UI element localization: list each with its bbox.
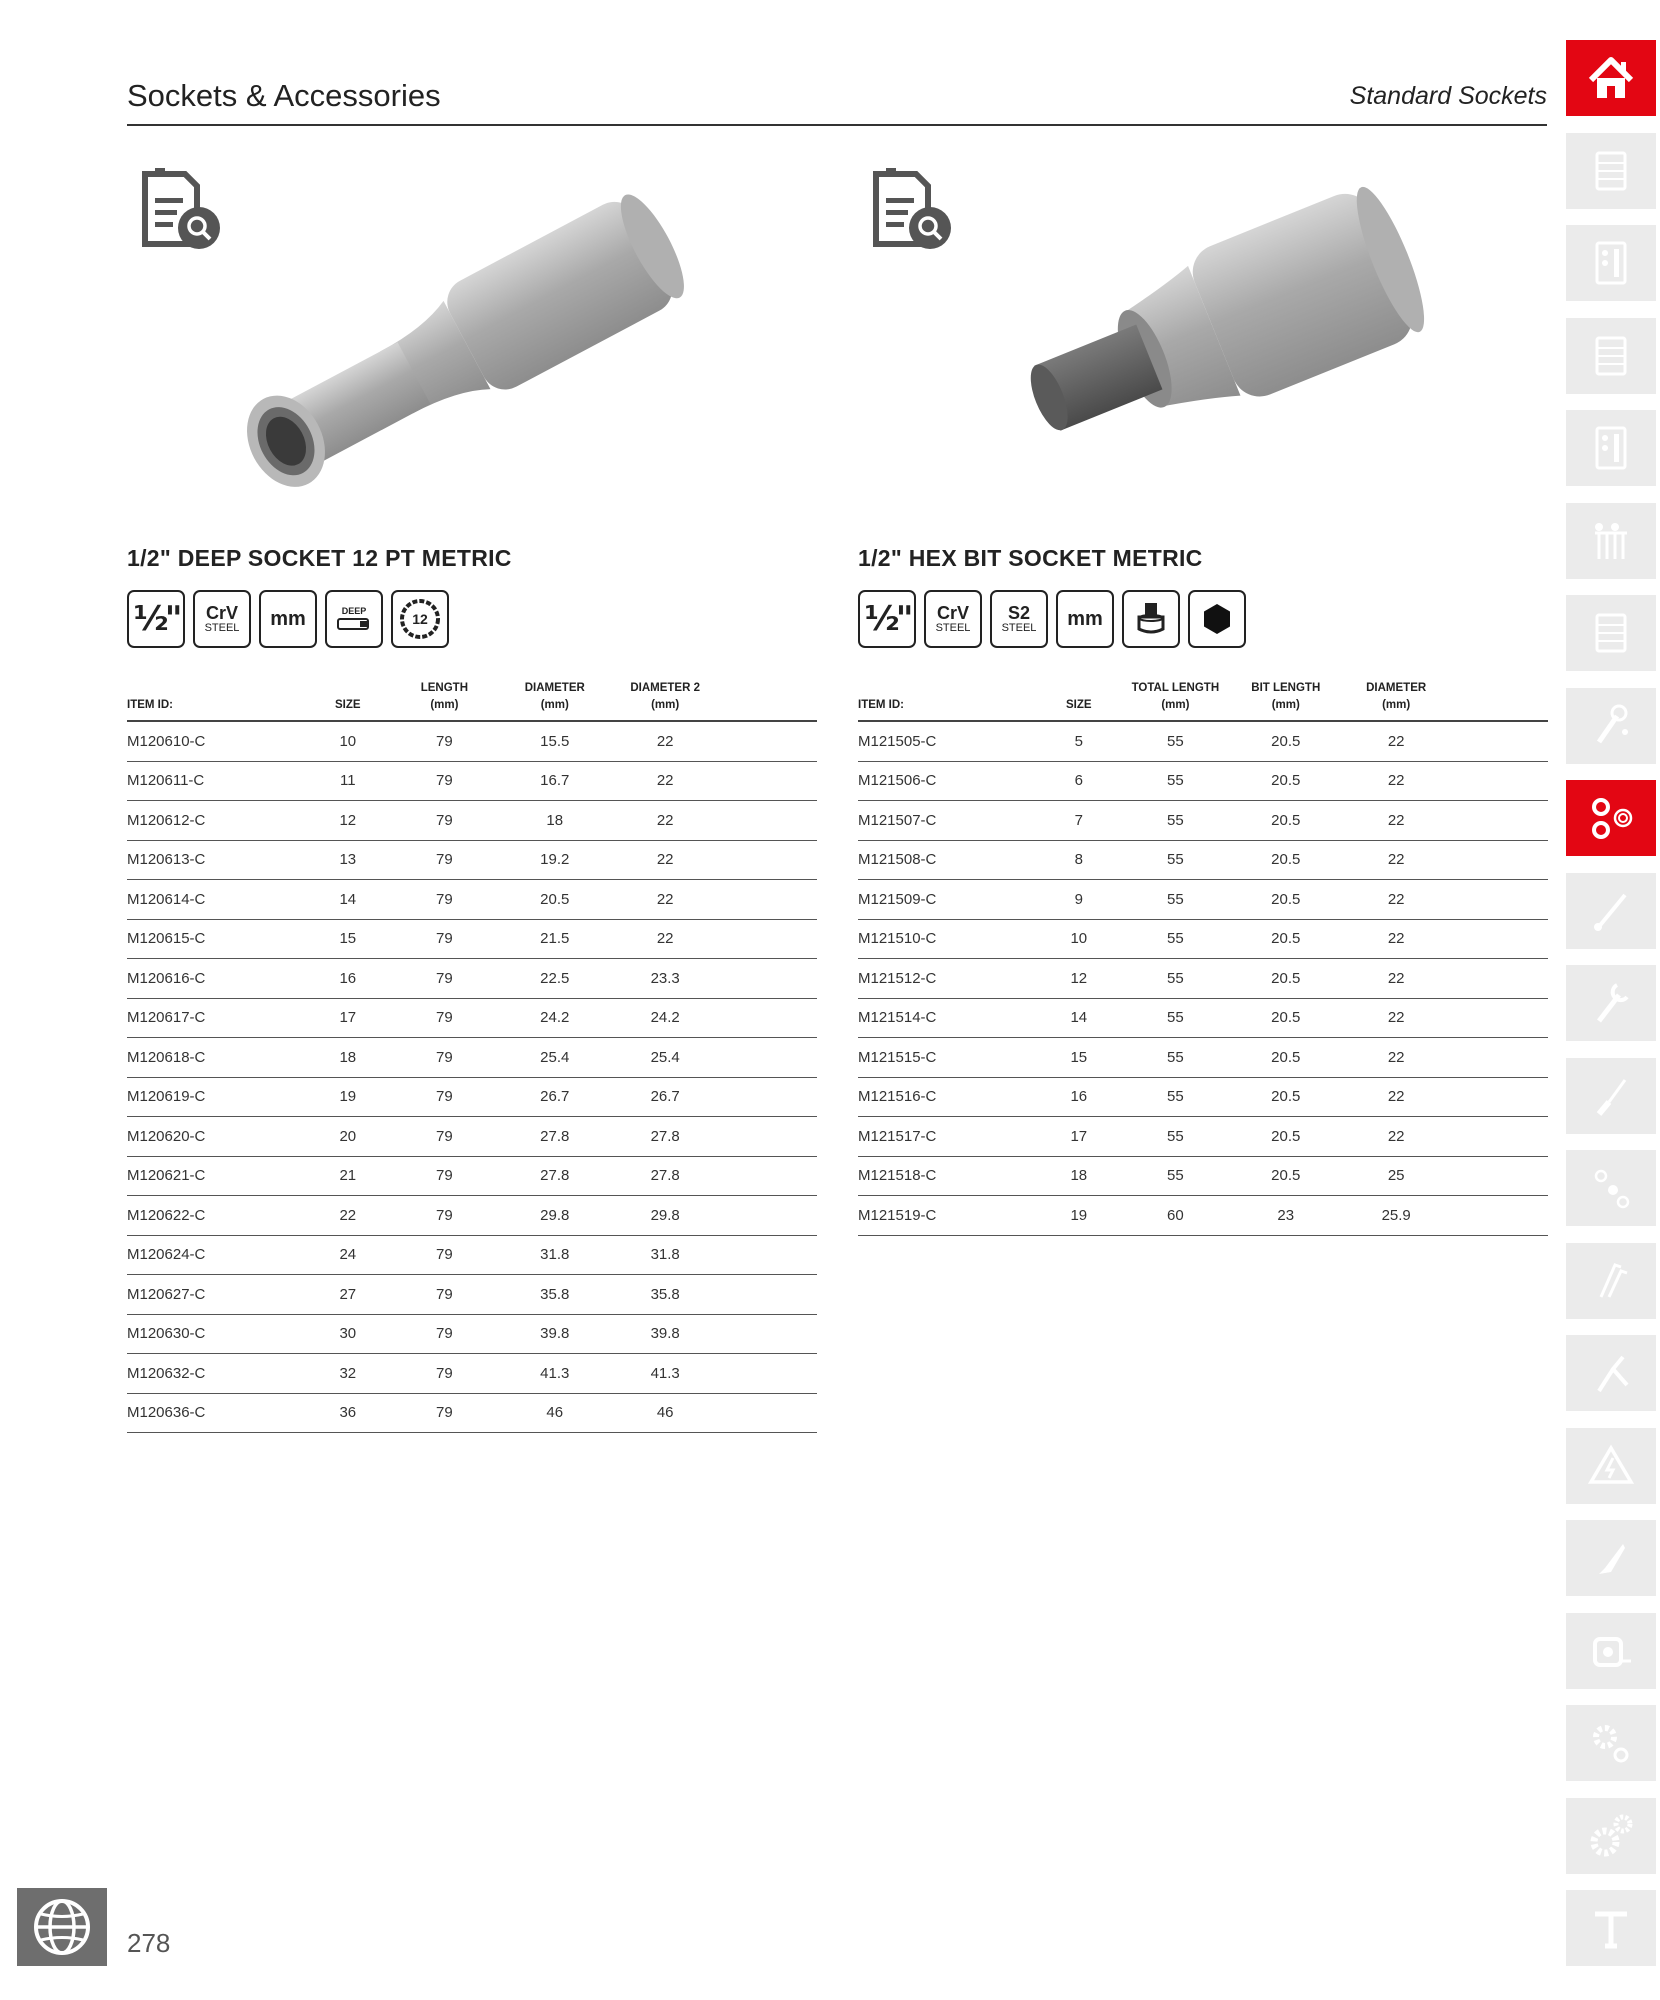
table-cell: 22: [610, 721, 720, 761]
table-cell: 79: [389, 721, 499, 761]
table-row: [127, 1077, 817, 1117]
knife-icon: [1583, 1530, 1639, 1586]
sidebar-item-gears[interactable]: [1566, 1798, 1656, 1874]
table-cell: 20.5: [500, 880, 610, 920]
table-row: [858, 1038, 1548, 1078]
section-subtitle: Standard Sockets: [1349, 82, 1547, 110]
table-cell: 79: [389, 1354, 499, 1394]
table-cell: 55: [1120, 761, 1230, 801]
table-row: [858, 998, 1548, 1038]
table-cell: 17: [1037, 1117, 1120, 1157]
item-id-cell: M120611-C: [127, 761, 306, 801]
sidebar-item-knife[interactable]: [1566, 1520, 1656, 1596]
tool-cabinet-icon: [1583, 605, 1639, 661]
table-cell: 79: [389, 761, 499, 801]
table-cell: 14: [306, 880, 389, 920]
item-id-cell: M120632-C: [127, 1354, 306, 1394]
table-cell: 31.8: [610, 1235, 720, 1275]
item-id-cell: M121507-C: [858, 801, 1037, 841]
tool-cabinet-icon: [1583, 143, 1639, 199]
table-cell: 13: [306, 840, 389, 880]
sidebar-item-tool-tray[interactable]: [1566, 225, 1656, 301]
table-cell: 79: [389, 959, 499, 999]
table-cell: 22: [610, 801, 720, 841]
table-cell: 24.2: [610, 998, 720, 1038]
table-cell: 22: [610, 761, 720, 801]
table-cell: 24: [306, 1235, 389, 1275]
item-id-cell: M121510-C: [858, 919, 1037, 959]
drive-size-badge: ½": [127, 590, 185, 648]
table-row: [127, 1156, 817, 1196]
hexagon-badge: [1188, 590, 1246, 648]
sidebar-item-bits[interactable]: [1566, 1150, 1656, 1226]
table-cell: 41.3: [610, 1354, 720, 1394]
table-cell: 22.5: [500, 959, 610, 999]
sidebar-item-tool-cabinet[interactable]: [1566, 318, 1656, 394]
table-cell: 22: [610, 840, 720, 880]
section-title: Sockets & Accessories: [127, 78, 441, 113]
column-header: SIZE: [1037, 680, 1120, 721]
table-row: [127, 801, 817, 841]
table-cell: 79: [389, 1196, 499, 1236]
wrench-icon: [1583, 975, 1639, 1031]
table-cell: 22: [1341, 959, 1451, 999]
item-id-cell: M121517-C: [858, 1117, 1037, 1157]
table-cell: 5: [1037, 721, 1120, 761]
table-cell: 55: [1120, 1038, 1230, 1078]
screwdriver-icon: [1583, 1068, 1639, 1124]
bits-icon: [1583, 1160, 1639, 1216]
tool-cabinet-icon: [1583, 328, 1639, 384]
sidebar-item-sockets[interactable]: [1566, 780, 1656, 856]
item-id-cell: M120610-C: [127, 721, 306, 761]
table-cell: 16.7: [500, 761, 610, 801]
table-cell: 18: [306, 1038, 389, 1078]
table-cell: 12: [306, 801, 389, 841]
item-id-cell: M120615-C: [127, 919, 306, 959]
electrical-warning-icon: [1583, 1438, 1639, 1494]
sidebar-item-puller[interactable]: [1566, 1890, 1656, 1966]
table-cell: 20.5: [1231, 959, 1341, 999]
table-cell: 25.9: [1341, 1196, 1451, 1236]
table-row: [858, 1077, 1548, 1117]
table-cell: 19: [306, 1077, 389, 1117]
table-cell: 39.8: [500, 1314, 610, 1354]
column-header: LENGTH (mm): [389, 680, 499, 721]
table-cell: 36: [306, 1393, 389, 1433]
item-id-cell: M120630-C: [127, 1314, 306, 1354]
sidebar-item-gear-chain[interactable]: [1566, 1705, 1656, 1781]
table-cell: 20.5: [1231, 721, 1341, 761]
table-cell: 55: [1120, 1077, 1230, 1117]
item-id-cell: M121518-C: [858, 1156, 1037, 1196]
table-cell: 29.8: [500, 1196, 610, 1236]
table-cell: 20: [306, 1117, 389, 1157]
gears-icon: [1583, 1808, 1639, 1864]
ratchet-icon: [1583, 698, 1639, 754]
sockets-icon: [1583, 790, 1639, 846]
table-cell: 35.8: [610, 1275, 720, 1315]
table-cell: 22: [1341, 998, 1451, 1038]
table-cell: 23.3: [610, 959, 720, 999]
table-row: [858, 761, 1548, 801]
table-row: [858, 919, 1548, 959]
spec-table: [858, 680, 1548, 1236]
category-sidebar: [1566, 40, 1656, 1983]
table-cell: 55: [1120, 1156, 1230, 1196]
svg-text:12: 12: [412, 611, 428, 627]
table-cell: 20.5: [1231, 1038, 1341, 1078]
deep-socket-icon: [336, 616, 372, 632]
table-cell: 20.5: [1231, 840, 1341, 880]
hex-bit-socket-image: [958, 160, 1478, 520]
table-cell: 79: [389, 801, 499, 841]
table-row: [858, 840, 1548, 880]
table-cell: 21.5: [500, 919, 610, 959]
table-cell: 30: [306, 1314, 389, 1354]
table-cell: 18: [1037, 1156, 1120, 1196]
item-id-cell: M121514-C: [858, 998, 1037, 1038]
table-cell: 79: [389, 1077, 499, 1117]
table-cell: 12: [1037, 959, 1120, 999]
item-id-cell: M120613-C: [127, 840, 306, 880]
table-cell: 60: [1120, 1196, 1230, 1236]
table-cell: 46: [500, 1393, 610, 1433]
table-row: [858, 1156, 1548, 1196]
sidebar-item-screwdriver-bit[interactable]: [1566, 873, 1656, 949]
table-cell: 16: [1037, 1077, 1120, 1117]
table-row: [127, 1393, 817, 1433]
sidebar-item-screwdriver[interactable]: [1566, 1058, 1656, 1134]
document-search-icon[interactable]: [866, 166, 956, 256]
item-id-cell: M121519-C: [858, 1196, 1037, 1236]
column-header: TOTAL LENGTH (mm): [1120, 680, 1230, 721]
item-id-cell: M120619-C: [127, 1077, 306, 1117]
deep-socket-image: [227, 160, 747, 520]
table-cell: 79: [389, 880, 499, 920]
screwdriver-bit-icon: [1583, 883, 1639, 939]
item-id-cell: M120612-C: [127, 801, 306, 841]
table-cell: 22: [306, 1196, 389, 1236]
table-cell: 20.5: [1231, 1077, 1341, 1117]
table-cell: 18: [500, 801, 610, 841]
material-badge: S2 STEEL: [990, 590, 1048, 648]
table-cell: 55: [1120, 998, 1230, 1038]
sidebar-item-pliers[interactable]: [1566, 1335, 1656, 1411]
table-cell: 32: [306, 1354, 389, 1394]
table-cell: 27.8: [500, 1156, 610, 1196]
table-cell: 22: [610, 880, 720, 920]
table-cell: 27: [306, 1275, 389, 1315]
item-id-cell: M120636-C: [127, 1393, 306, 1433]
table-row: [127, 721, 817, 761]
table-cell: 7: [1037, 801, 1120, 841]
table-cell: 55: [1120, 1117, 1230, 1157]
table-cell: 79: [389, 1117, 499, 1157]
home-icon: [1583, 50, 1639, 106]
item-id-cell: M121512-C: [858, 959, 1037, 999]
bit-socket-badge: [1122, 590, 1180, 648]
table-cell: 6: [1037, 761, 1120, 801]
table-row: [127, 919, 817, 959]
table-cell: 15: [1037, 1038, 1120, 1078]
sidebar-item-ratchet[interactable]: [1566, 688, 1656, 764]
item-id-cell: M120616-C: [127, 959, 306, 999]
table-cell: 79: [389, 1038, 499, 1078]
table-cell: 79: [389, 919, 499, 959]
table-row: [127, 1354, 817, 1394]
table-cell: 10: [306, 721, 389, 761]
table-row: [858, 880, 1548, 920]
table-row: [127, 1314, 817, 1354]
table-cell: 31.8: [500, 1235, 610, 1275]
twelve-point-icon: [398, 597, 442, 641]
table-row: [127, 959, 817, 999]
bit-socket-icon: [1131, 599, 1171, 639]
item-id-cell: M120620-C: [127, 1117, 306, 1157]
item-id-cell: M121509-C: [858, 880, 1037, 920]
pliers-icon: [1583, 1345, 1639, 1401]
table-cell: 20.5: [1231, 998, 1341, 1038]
item-id-cell: M120624-C: [127, 1235, 306, 1275]
table-row: [858, 1196, 1548, 1236]
table-cell: 17: [306, 998, 389, 1038]
table-cell: 35.8: [500, 1275, 610, 1315]
product-title: 1/2" HEX BIT SOCKET METRIC: [858, 545, 1203, 571]
table-cell: 25.4: [610, 1038, 720, 1078]
column-header: ITEM ID:: [127, 680, 306, 721]
table-cell: 22: [1341, 880, 1451, 920]
hexagon-icon: [1199, 601, 1235, 637]
table-row: [127, 840, 817, 880]
table-cell: 9: [1037, 880, 1120, 920]
puller-icon: [1583, 1900, 1639, 1956]
table-cell: 15.5: [500, 721, 610, 761]
column-header: SIZE: [306, 680, 389, 721]
table-cell: 79: [389, 1393, 499, 1433]
table-cell: 22: [1341, 919, 1451, 959]
item-id-cell: M121505-C: [858, 721, 1037, 761]
column-header: DIAMETER 2 (mm): [610, 680, 720, 721]
table-cell: 79: [389, 1235, 499, 1275]
sidebar-item-wrench[interactable]: [1566, 965, 1656, 1041]
table-cell: 26.7: [500, 1077, 610, 1117]
table-cell: 46: [610, 1393, 720, 1433]
item-id-cell: M121506-C: [858, 761, 1037, 801]
drive-size-badge: ½": [858, 590, 916, 648]
table-cell: 27.8: [500, 1117, 610, 1157]
table-cell: 25.4: [500, 1038, 610, 1078]
table-cell: 22: [1341, 840, 1451, 880]
table-row: [127, 761, 817, 801]
table-row: [127, 880, 817, 920]
table-row: [858, 721, 1548, 761]
table-row: [127, 1235, 817, 1275]
table-cell: 79: [389, 998, 499, 1038]
item-id-cell: M120617-C: [127, 998, 306, 1038]
table-cell: 39.8: [610, 1314, 720, 1354]
table-cell: 20.5: [1231, 1117, 1341, 1157]
table-row: [127, 1196, 817, 1236]
table-cell: 79: [389, 1314, 499, 1354]
table-cell: 41.3: [500, 1354, 610, 1394]
hex-keys-icon: [1583, 1253, 1639, 1309]
table-cell: 10: [1037, 919, 1120, 959]
table-cell: 20.5: [1231, 761, 1341, 801]
table-cell: 19.2: [500, 840, 610, 880]
sidebar-item-tape-measure[interactable]: [1566, 1613, 1656, 1689]
table-cell: 20.5: [1231, 801, 1341, 841]
material-badge: CrV STEEL: [924, 590, 982, 648]
table-cell: 22: [610, 919, 720, 959]
sidebar-item-tool-cabinet[interactable]: [1566, 133, 1656, 209]
column-header: ITEM ID:: [858, 680, 1037, 721]
page-number: 278: [127, 1928, 171, 1958]
table-row: [127, 1275, 817, 1315]
sidebar-item-electrical-warning[interactable]: [1566, 1428, 1656, 1504]
product-title: 1/2" DEEP SOCKET 12 PT METRIC: [127, 545, 512, 571]
table-cell: 22: [1341, 1038, 1451, 1078]
table-cell: 11: [306, 761, 389, 801]
gear-chain-icon: [1583, 1715, 1639, 1771]
globe-icon: [30, 1895, 94, 1959]
table-cell: 55: [1120, 721, 1230, 761]
item-id-cell: M120621-C: [127, 1156, 306, 1196]
spec-badges: [127, 590, 449, 652]
table-cell: 22: [1341, 721, 1451, 761]
table-cell: 16: [306, 959, 389, 999]
table-cell: 27.8: [610, 1117, 720, 1157]
table-cell: 20.5: [1231, 880, 1341, 920]
table-cell: 26.7: [610, 1077, 720, 1117]
table-cell: 15: [306, 919, 389, 959]
material-badge: CrV STEEL: [193, 590, 251, 648]
table-cell: 79: [389, 1275, 499, 1315]
globe-button[interactable]: [17, 1888, 107, 1966]
table-row: [858, 959, 1548, 999]
table-cell: 79: [389, 840, 499, 880]
table-cell: 25: [1341, 1156, 1451, 1196]
table-cell: 55: [1120, 880, 1230, 920]
table-cell: 55: [1120, 959, 1230, 999]
twelve-point-badge: [391, 590, 449, 648]
table-cell: 22: [1341, 801, 1451, 841]
table-row: [127, 1038, 817, 1078]
table-cell: 55: [1120, 840, 1230, 880]
column-header: BIT LENGTH (mm): [1231, 680, 1341, 721]
item-id-cell: M120627-C: [127, 1275, 306, 1315]
metric-badge: mm: [259, 590, 317, 648]
tool-tray-icon: [1583, 235, 1639, 291]
item-id-cell: M121508-C: [858, 840, 1037, 880]
spec-badges: [858, 590, 1246, 652]
item-id-cell: M120614-C: [127, 880, 306, 920]
table-row: [858, 1117, 1548, 1157]
table-cell: 27.8: [610, 1156, 720, 1196]
table-cell: 55: [1120, 919, 1230, 959]
spec-table: [127, 680, 817, 1433]
item-id-cell: M121516-C: [858, 1077, 1037, 1117]
tool-tray-icon: [1583, 420, 1639, 476]
item-id-cell: M120622-C: [127, 1196, 306, 1236]
tool-set-icon: [1583, 513, 1639, 569]
table-cell: 22: [1341, 761, 1451, 801]
deep-badge: DEEP: [325, 590, 383, 648]
sidebar-item-tool-set[interactable]: [1566, 503, 1656, 579]
table-cell: 29.8: [610, 1196, 720, 1236]
sidebar-item-tool-cabinet[interactable]: [1566, 595, 1656, 671]
table-cell: 79: [389, 1156, 499, 1196]
column-header: DIAMETER (mm): [500, 680, 610, 721]
table-cell: 8: [1037, 840, 1120, 880]
item-id-cell: M121515-C: [858, 1038, 1037, 1078]
page-header: [127, 78, 1547, 126]
table-cell: 22: [1341, 1117, 1451, 1157]
table-row: [858, 801, 1548, 841]
table-cell: 55: [1120, 801, 1230, 841]
metric-badge: mm: [1056, 590, 1114, 648]
table-cell: 14: [1037, 998, 1120, 1038]
table-cell: 22: [1341, 1077, 1451, 1117]
table-cell: 23: [1231, 1196, 1341, 1236]
sidebar-item-home[interactable]: [1566, 40, 1656, 116]
table-cell: 19: [1037, 1196, 1120, 1236]
table-cell: 20.5: [1231, 1156, 1341, 1196]
table-cell: 20.5: [1231, 919, 1341, 959]
tape-measure-icon: [1583, 1623, 1639, 1679]
column-header: DIAMETER (mm): [1341, 680, 1451, 721]
document-search-icon[interactable]: [135, 166, 225, 256]
item-id-cell: M120618-C: [127, 1038, 306, 1078]
table-cell: 21: [306, 1156, 389, 1196]
table-row: [127, 1117, 817, 1157]
sidebar-item-tool-tray[interactable]: [1566, 410, 1656, 486]
table-cell: 24.2: [500, 998, 610, 1038]
sidebar-item-hex-keys[interactable]: [1566, 1243, 1656, 1319]
table-row: [127, 998, 817, 1038]
